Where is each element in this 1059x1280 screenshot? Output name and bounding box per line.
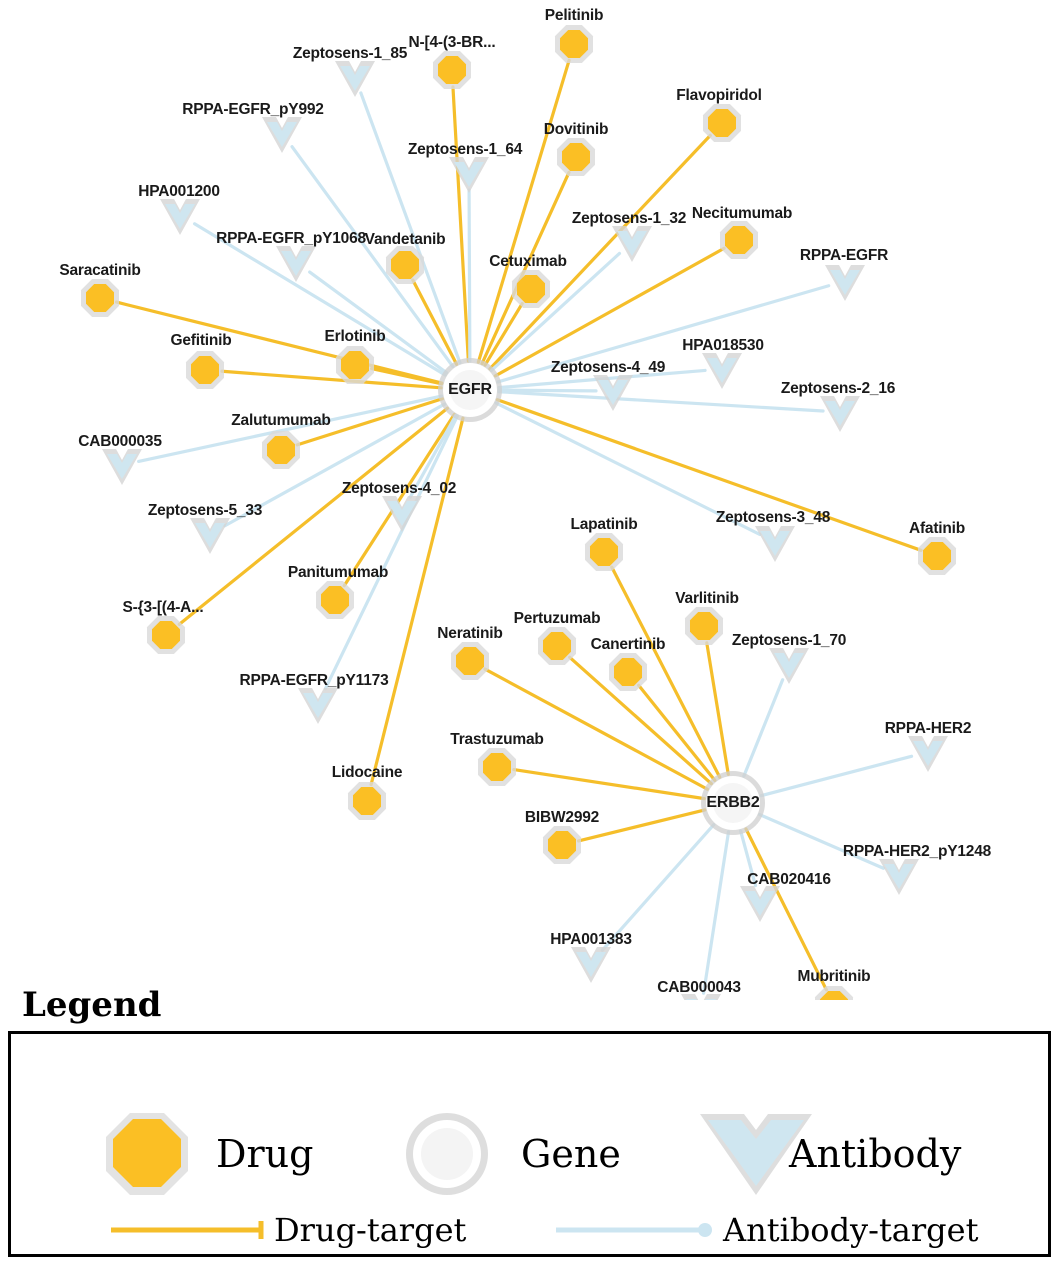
antibody-shape [830, 270, 860, 295]
antibody-label-zeptosens-1-64: Zeptosens-1_64 [407, 141, 523, 158]
antibody-node[interactable] [908, 736, 948, 772]
legend-title: Legend [22, 985, 162, 1025]
drug-node[interactable] [543, 826, 581, 864]
edge-drug-9 [372, 369, 442, 384]
drug-node[interactable] [557, 138, 595, 176]
drug-shape [456, 647, 484, 675]
antibody-node[interactable] [298, 688, 338, 724]
legend-label-gene: Gene [521, 1132, 621, 1176]
drug-node[interactable] [316, 581, 354, 619]
drug-shape [923, 542, 951, 570]
antibody-node[interactable] [879, 859, 919, 895]
drug-label-erlotinib: Erlotinib [324, 328, 386, 345]
drug-shape [191, 356, 219, 384]
drug-shape [708, 109, 736, 137]
drug-node[interactable] [720, 221, 758, 259]
edge-drug-14 [341, 414, 457, 585]
drug-label-saracatinib: Saracatinib [59, 262, 141, 279]
drug-label-necitumumab: Necitumumab [691, 205, 793, 222]
drug-node[interactable] [336, 346, 374, 384]
drug-shape [590, 538, 618, 566]
edge-antibody-20 [704, 832, 729, 994]
antibody-node[interactable] [382, 496, 422, 532]
antibody-label-zeptosens-2-16: Zeptosens-2_16 [780, 380, 896, 397]
antibody-node[interactable] [755, 526, 795, 562]
legend-drug-edge [111, 1221, 261, 1239]
drug-label-mubritinib: Mubritinib [797, 968, 871, 985]
antibody-node[interactable] [825, 265, 865, 301]
drug-label-pelitinib: Pelitinib [544, 7, 604, 24]
drug-node[interactable] [262, 431, 300, 469]
antibody-label-hpa001200: HPA001200 [138, 183, 220, 200]
edge-drug-18 [639, 685, 715, 780]
antibody-node[interactable] [702, 353, 742, 389]
antibody-shape [745, 891, 775, 916]
drug-shape [86, 284, 114, 312]
drug-label-neratinib: Neratinib [437, 625, 503, 642]
drug-node[interactable] [186, 351, 224, 389]
antibody-label-rppa-egfr-py992: RPPA-EGFR_pY992 [182, 101, 324, 118]
drug-shape [548, 831, 576, 859]
antibody-node[interactable] [335, 61, 375, 97]
drug-node[interactable] [147, 616, 185, 654]
edge-antibody-15 [325, 416, 457, 689]
antibody-node[interactable] [449, 157, 489, 193]
drug-label-pertuzumab: Pertuzumab [513, 610, 601, 627]
legend-label-drug: Drug [216, 1132, 314, 1176]
drug-shape [543, 632, 571, 660]
drug-shape [562, 143, 590, 171]
antibody-node[interactable] [820, 396, 860, 432]
drug-node[interactable] [585, 533, 623, 571]
edge-drug-1 [453, 87, 468, 361]
antibody-label-rppa-egfr-py1173: RPPA-EGFR_pY1173 [239, 672, 389, 689]
edge-drug-13 [707, 643, 729, 775]
drug-shape [690, 612, 718, 640]
antibody-label-zeptosens-4-49: Zeptosens-4_49 [550, 359, 666, 376]
antibody-label-rppa-egfr: RPPA-EGFR [799, 247, 889, 264]
antibody-shape [884, 864, 914, 889]
drug-shape [267, 436, 295, 464]
drug-shape [560, 30, 588, 58]
drug-shape [438, 56, 466, 84]
antibody-label-rppa-her2: RPPA-HER2 [884, 720, 972, 737]
antibody-label-cab000035: CAB000035 [78, 433, 162, 450]
drug-label-n-4-3-br-: N-[4-(3-BR... [408, 34, 496, 51]
antibody-label-zeptosens-4-02: Zeptosens-4_02 [341, 480, 457, 497]
antibody-label-zeptosens-1-70: Zeptosens-1_70 [731, 632, 847, 649]
drug-node[interactable] [555, 25, 593, 63]
drug-node[interactable] [703, 104, 741, 142]
drug-label-dovitinib: Dovitinib [543, 121, 609, 138]
antibody-label-cab020416: CAB020416 [747, 871, 831, 888]
antibody-node[interactable] [262, 117, 302, 153]
drug-node[interactable] [81, 279, 119, 317]
antibody-shape [267, 122, 297, 147]
legend-label-drug-target: Drug-target [274, 1211, 467, 1249]
drug-shape [614, 658, 642, 686]
drug-shape [353, 787, 381, 815]
antibody-shape [913, 741, 943, 766]
drug-node[interactable] [685, 607, 723, 645]
antibody-shape [340, 66, 370, 91]
legend-gene-icon [406, 1113, 488, 1195]
antibody-label-rppa-egfr-py1068: RPPA-EGFR_pY1068 [216, 230, 366, 247]
edge-drug-0 [478, 60, 569, 362]
antibody-node[interactable] [160, 199, 200, 235]
antibody-shape [598, 380, 628, 405]
drug-shape [341, 351, 369, 379]
antibody-shape [165, 204, 195, 229]
antibody-label-zeptosens-3-48: Zeptosens-3_48 [715, 509, 831, 526]
drug-label-flavopiridol: Flavopiridol [676, 87, 762, 104]
antibody-shape [617, 231, 647, 256]
antibody-shape [760, 531, 790, 556]
antibody-shape [707, 358, 737, 383]
drug-node[interactable] [451, 642, 489, 680]
drug-label-trastuzumab: Trastuzumab [450, 731, 544, 748]
edge-antibody-14 [744, 680, 783, 776]
legend-box [8, 1031, 1051, 1257]
antibody-node[interactable] [102, 449, 142, 485]
edge-antibody-8 [499, 390, 596, 391]
antibody-shape [281, 251, 311, 276]
edge-antibody-2 [469, 190, 470, 361]
drug-node[interactable] [512, 270, 550, 308]
drug-label-bibw2992: BIBW2992 [524, 809, 600, 826]
drug-shape [483, 753, 511, 781]
drug-node[interactable] [918, 537, 956, 575]
drug-label-s-3-4-a-: S-{3-[(4-A... [122, 599, 204, 616]
drug-node[interactable] [609, 653, 647, 691]
antibody-label-rppa-her2-py1248: RPPA-HER2_pY1248 [842, 843, 992, 860]
drug-node[interactable] [538, 627, 576, 665]
antibody-node[interactable] [769, 648, 809, 684]
antibody-shape [195, 523, 225, 548]
drug-label-cetuximab: Cetuximab [489, 253, 567, 270]
antibody-shape [107, 454, 137, 479]
drug-label-canertinib: Canertinib [590, 636, 666, 653]
drug-label-varlitinib: Varlitinib [675, 590, 739, 607]
edge-antibody-5 [310, 272, 447, 373]
antibody-shape [774, 653, 804, 678]
drug-label-afatinib: Afatinib [908, 520, 966, 537]
antibody-node[interactable] [740, 886, 780, 922]
drug-shape [725, 226, 753, 254]
antibody-label-cab000043: CAB000043 [657, 979, 741, 996]
drug-shape [517, 275, 545, 303]
legend-antibody-edge [556, 1223, 712, 1237]
drug-label-panitumumab: Panitumumab [287, 564, 389, 581]
antibody-shape [303, 693, 333, 718]
drug-shape [321, 586, 349, 614]
antibody-label-hpa001383: HPA001383 [550, 931, 632, 948]
gene-label-erbb2: ERBB2 [706, 794, 760, 811]
edge-antibody-9 [499, 392, 823, 411]
antibody-label-zeptosens-1-32: Zeptosens-1_32 [571, 210, 687, 227]
drug-label-vandetanib: Vandetanib [364, 231, 446, 248]
antibody-shape [576, 952, 606, 977]
antibody-label-hpa018530: HPA018530 [682, 337, 764, 354]
drug-label-gefitinib: Gefitinib [170, 332, 232, 349]
antibody-node[interactable] [190, 518, 230, 554]
antibody-label-zeptosens-1-85: Zeptosens-1_85 [292, 45, 408, 62]
drug-shape [152, 621, 180, 649]
drug-node[interactable] [478, 748, 516, 786]
antibody-node[interactable] [571, 947, 611, 983]
legend-label-antibody-target: Antibody-target [723, 1211, 979, 1249]
edge-drug-11 [497, 400, 921, 551]
drug-label-lidocaine: Lidocaine [331, 764, 403, 781]
drug-label-zalutumumab: Zalutumumab [231, 412, 331, 429]
antibody-node[interactable] [593, 375, 633, 411]
gene-label-egfr: EGFR [448, 381, 492, 398]
edge-drug-19 [514, 770, 705, 799]
drug-shape [391, 251, 419, 279]
legend [0, 985, 1059, 1257]
drug-node[interactable] [433, 51, 471, 89]
legend-drug-icon [106, 1113, 188, 1195]
drug-node[interactable] [348, 782, 386, 820]
edge-antibody-16 [761, 756, 911, 795]
drug-label-lapatinib: Lapatinib [570, 516, 638, 533]
legend-label-antibody: Antibody [789, 1132, 962, 1176]
drug-node[interactable] [386, 246, 424, 284]
antibody-shape [825, 401, 855, 426]
antibody-label-zeptosens-5-33: Zeptosens-5_33 [147, 502, 263, 519]
